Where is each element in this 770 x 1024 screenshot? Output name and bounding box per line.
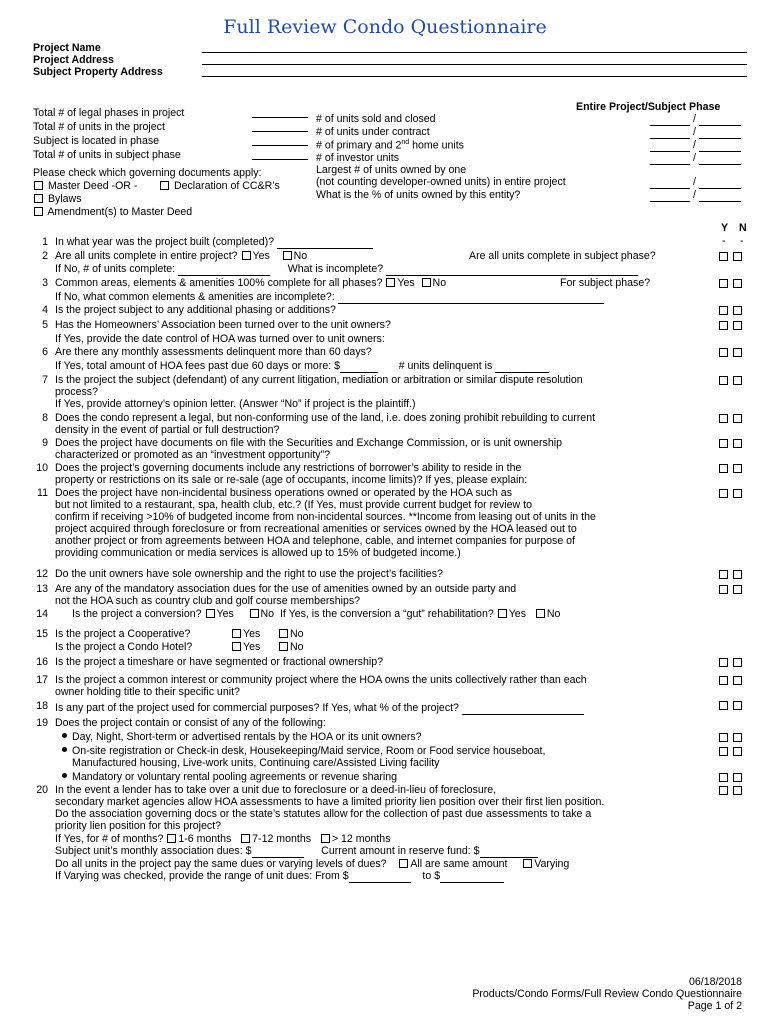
- footer-date: 06/18/2018: [688, 976, 742, 988]
- q20-months: If Yes, for # of months? 1-6 months 7-12 months > 12 months: [55, 833, 391, 845]
- project-address-label: Project Address: [33, 54, 114, 66]
- question-8-line-2: density in the event of partial or full destruction?: [55, 424, 280, 436]
- bullet-icon: [62, 733, 67, 738]
- question-number: 2: [42, 250, 48, 262]
- no-checkbox[interactable]: [733, 252, 742, 261]
- yes-checkbox[interactable]: [719, 279, 728, 288]
- bylaws-option[interactable]: [33, 193, 82, 206]
- question-1: In what year was the project built (completed)?: [55, 236, 373, 249]
- no-checkbox[interactable]: [733, 439, 742, 448]
- yes-checkbox[interactable]: [719, 306, 728, 315]
- no-checkbox[interactable]: [733, 306, 742, 315]
- yes-checkbox[interactable]: [719, 733, 728, 742]
- question-3: Common areas, elements & amenities 100% complete for all phases? Yes No: [55, 277, 447, 289]
- q3-yn[interactable]: [719, 278, 747, 291]
- q11-yn[interactable]: [719, 488, 747, 501]
- no-checkbox[interactable]: [279, 629, 288, 638]
- no-checkbox[interactable]: [733, 464, 742, 473]
- units-subject-phase-label: Total # of units in subject phase: [33, 149, 181, 161]
- q2-no-checkbox[interactable]: [283, 251, 292, 260]
- question-20-line-4: priority lien position for this project?: [55, 820, 222, 832]
- q18-yn[interactable]: [719, 700, 747, 713]
- q2-yes-checkbox[interactable]: [242, 251, 251, 260]
- q1-yes-na: -: [722, 235, 726, 247]
- question-7-line-3: If Yes, provide attorney’s opinion letter. (Answer “No” if project is the plaintiff.): [55, 398, 416, 410]
- master-deed-checkbox[interactable]: [34, 181, 43, 190]
- yes-checkbox[interactable]: [719, 348, 728, 357]
- yes-checkbox[interactable]: [232, 642, 241, 651]
- bylaws-checkbox[interactable]: [34, 194, 43, 203]
- not-counting-developer-label: (not counting developer-owned units) in entire project: [316, 176, 566, 188]
- q19-bullet-onsite-cont: Manufactured housing, Live-work units, Continuing care/Assisted Living facility: [72, 757, 440, 769]
- yes-checkbox[interactable]: [719, 701, 728, 710]
- months-over-12-checkbox[interactable]: [321, 834, 330, 843]
- varying-checkbox[interactable]: [523, 859, 532, 868]
- question-11-line-5: another project or from agreements between HOA and telephone, cable, and internet companies for purpose of: [55, 535, 575, 547]
- same-amount-checkbox[interactable]: [399, 859, 408, 868]
- yes-checkbox[interactable]: [719, 658, 728, 667]
- q19-onsite-yn[interactable]: [719, 746, 747, 759]
- yes-checkbox[interactable]: [719, 773, 728, 782]
- question-11-line-4: project acquired through foreclosure or from recreational amenities or services owned by the HOA leased out to: [55, 523, 577, 535]
- bullet-icon: [62, 747, 67, 752]
- q5-sub: If Yes, provide the date control of HOA was turned over to unit owners:: [55, 333, 385, 345]
- question-number: 8: [42, 412, 48, 424]
- q19-rentals-yn[interactable]: [719, 732, 747, 745]
- q14-yes-checkbox[interactable]: [206, 609, 215, 618]
- no-checkbox[interactable]: [733, 658, 742, 667]
- question-17-line-2: owner holding title to their specific unit?: [55, 686, 240, 698]
- question-number: 17: [36, 674, 48, 686]
- no-checkbox[interactable]: [733, 570, 742, 579]
- question-number: 5: [42, 319, 48, 331]
- no-checkbox[interactable]: [733, 786, 742, 795]
- question-11-line-3: confirm if receiving >10% of budgeted income from non-incidental sources. **Income from leasing out of units in the: [55, 511, 596, 523]
- range-from-field[interactable]: [349, 873, 411, 883]
- q14-no-checkbox[interactable]: [250, 609, 259, 618]
- months-7-12-checkbox[interactable]: [241, 834, 250, 843]
- yes-checkbox[interactable]: [719, 252, 728, 261]
- year-built-field[interactable]: [277, 239, 373, 249]
- largest-owner-label: Largest # of units owned by one: [316, 164, 467, 176]
- project-address-field[interactable]: [202, 64, 747, 65]
- question-20-line-3: Do the association governing docs or the state’s statutes allow for the collection of past due assessments to take a: [55, 808, 592, 820]
- what-incomplete-field[interactable]: [386, 266, 638, 276]
- largest-owner-fields[interactable]: /: [650, 176, 741, 189]
- question-7-line-1: Is the project the subject (defendant) of any current litigation, mediation or arbitration or similar dispute resolution: [55, 374, 583, 386]
- question-11-line-2: but not limited to a restaurant, spa, health club, etc.? (If Yes, must provide current budget for review to: [55, 499, 532, 511]
- yes-checkbox[interactable]: [719, 747, 728, 756]
- monthly-dues-field[interactable]: [252, 848, 304, 858]
- no-checkbox[interactable]: [733, 414, 742, 423]
- q16-yn[interactable]: [719, 657, 747, 670]
- page-title: Full Review Condo Questionnaire: [223, 16, 547, 38]
- legal-phases-field[interactable]: [252, 117, 308, 118]
- q2-subject-phase-question: Are all units complete in subject phase?: [469, 250, 656, 262]
- bullet-icon: [62, 773, 67, 778]
- q13-yn[interactable]: [719, 584, 747, 597]
- no-checkbox[interactable]: [733, 489, 742, 498]
- reserve-fund-field[interactable]: [480, 848, 538, 858]
- yes-checkbox[interactable]: [719, 414, 728, 423]
- commercial-percent-field[interactable]: [462, 705, 584, 715]
- question-number: 12: [36, 568, 48, 580]
- question-number: 20: [36, 784, 48, 796]
- months-1-6-checkbox[interactable]: [167, 834, 176, 843]
- question-13-line-2: not the HOA such as country club and golf course memberships?: [55, 595, 361, 607]
- units-delinquent-field[interactable]: [495, 363, 549, 373]
- q6-yn[interactable]: [719, 347, 747, 360]
- q14-gut-no-checkbox[interactable]: [536, 609, 545, 618]
- investor-units-label: # of investor units: [316, 152, 400, 164]
- no-checkbox[interactable]: [733, 279, 742, 288]
- yes-checkbox[interactable]: [719, 585, 728, 594]
- question-number: 3: [42, 277, 48, 289]
- q10-yn[interactable]: [719, 463, 747, 476]
- question-number: 13: [36, 583, 48, 595]
- incomplete-elements-field[interactable]: [338, 294, 604, 304]
- q2-sub: If No, # of units complete: What is incomplete?: [55, 263, 638, 276]
- q20-range: If Varying was checked, provide the range of unit dues: From $ to $: [55, 870, 504, 883]
- total-units-label: Total # of units in the project: [33, 121, 165, 133]
- question-20-line-1: In the event a lender has to take over a unit due to foreclosure or a deed-in-lieu of foreclosure,: [55, 784, 497, 796]
- primary-second-home-fields[interactable]: /: [650, 139, 741, 152]
- q20-dues: Subject unit’s monthly association dues: $ Current amount in reserve fund: $: [55, 845, 538, 858]
- question-16: Is the project a timeshare or have segmented or fractional ownership?: [55, 656, 383, 668]
- no-checkbox[interactable]: [733, 585, 742, 594]
- q7-yn[interactable]: [719, 375, 747, 388]
- question-15-cooperative: Is the project a Cooperative?: [55, 628, 191, 640]
- question-number: 6: [42, 346, 48, 358]
- question-13-line-1: Are any of the mandatory association dues for the use of amenities owned by an outside party and: [55, 583, 517, 595]
- q3-no-checkbox[interactable]: [422, 278, 431, 287]
- ccr-label: Declaration of CC&R’s: [173, 180, 280, 192]
- q9-yn[interactable]: [719, 438, 747, 451]
- no-checkbox[interactable]: [733, 773, 742, 782]
- no-checkbox[interactable]: [733, 676, 742, 685]
- question-10-line-2: property or restrictions on its sale or re-sale (age of occupants, income limits)? If yes, please explain:: [55, 474, 528, 486]
- question-number: 7: [42, 374, 48, 386]
- q5-yn[interactable]: [719, 320, 747, 333]
- question-number: 19: [36, 717, 48, 729]
- question-number: 1: [42, 236, 48, 248]
- ccr-option[interactable]: [159, 180, 280, 193]
- bylaws-label: Bylaws: [47, 193, 82, 205]
- ccr-checkbox[interactable]: [160, 181, 169, 190]
- question-4: Is the project subject to any additional phasing or additions?: [55, 304, 336, 316]
- question-number: 10: [36, 462, 48, 474]
- yes-checkbox[interactable]: [719, 489, 728, 498]
- question-8-line-1: Does the condo represent a legal, but non-conforming use of the land, i.e. does zoning prohibit rebuilding to current: [55, 412, 596, 424]
- no-checkbox[interactable]: [733, 348, 742, 357]
- no-checkbox[interactable]: [733, 701, 742, 710]
- q19-bullet-rentals: Day, Night, Short-term or advertised rentals by the HOA or its unit owners?: [62, 731, 422, 744]
- question-5: Has the Homeowners’ Association been turned over to the unit owners?: [55, 319, 391, 331]
- no-checkbox[interactable]: [733, 747, 742, 756]
- no-checkbox[interactable]: [279, 642, 288, 651]
- amendments-option[interactable]: [33, 206, 192, 219]
- question-9-line-1: Does the project have documents on file with the Securities and Exchange Commission, or is unit ownership: [55, 437, 562, 449]
- investor-units-fields[interactable]: /: [650, 152, 741, 165]
- q15-coop-options[interactable]: Yes No: [231, 628, 304, 641]
- question-number: 11: [37, 487, 48, 499]
- no-checkbox[interactable]: [733, 733, 742, 742]
- project-name-field[interactable]: [202, 52, 747, 53]
- units-subject-phase-field[interactable]: [252, 159, 308, 160]
- yes-checkbox[interactable]: [719, 464, 728, 473]
- question-number: 9: [42, 437, 48, 449]
- subject-phase-label: Subject is located in phase: [33, 135, 160, 147]
- units-sold-label: # of units sold and closed: [316, 113, 436, 125]
- yes-checkbox[interactable]: [232, 629, 241, 638]
- question-number: 15: [36, 628, 48, 640]
- q17-yn[interactable]: [719, 675, 747, 688]
- legal-phases-label: Total # of legal phases in project: [33, 107, 185, 119]
- question-11-line-1: Does the project have non-incidental business operations owned or operated by the HOA such as: [55, 487, 512, 499]
- question-18: Is any part of the project used for commercial purposes? If Yes, what % of the project?: [55, 702, 584, 715]
- yes-column-header: Y: [721, 222, 729, 234]
- question-12: Do the unit owners have sole ownership and the right to use the project’s facilities?: [55, 568, 443, 580]
- q3-sub: If No, what common elements & amenities are incomplete?:: [55, 291, 604, 304]
- percent-owned-label: What is the % of units owned by this entity?: [316, 189, 521, 201]
- units-complete-field[interactable]: [178, 266, 270, 276]
- yes-checkbox[interactable]: [719, 321, 728, 330]
- q19-bullet-onsite: On-site registration or Check-in desk, Housekeeping/Maid service, Room or Food service houseboat,: [62, 745, 545, 758]
- past-due-amount-field[interactable]: [340, 363, 378, 373]
- total-units-field[interactable]: [252, 131, 308, 132]
- yes-checkbox[interactable]: [719, 676, 728, 685]
- units-contract-label: # of units under contract: [316, 126, 430, 138]
- entire-project-heading: Entire Project/Subject Phase: [576, 101, 721, 113]
- project-name-label: Project Name: [33, 42, 101, 54]
- master-deed-label: Master Deed -OR -: [47, 180, 138, 192]
- no-checkbox[interactable]: [733, 376, 742, 385]
- q3-subject-phase-question: For subject phase?: [560, 277, 651, 289]
- footer-page: Page 1 of 2: [687, 1000, 742, 1012]
- question-19: Does the project contain or consist of any of the following:: [55, 717, 326, 729]
- primary-second-home-label: # of primary and 2nd home units: [316, 139, 464, 152]
- amendments-label: Amendment(s) to Master Deed: [47, 206, 193, 218]
- question-number: 14: [36, 608, 48, 620]
- footer-path: Products/Condo Forms/Full Review Condo Questionnaire: [472, 988, 742, 1000]
- no-checkbox[interactable]: [733, 321, 742, 330]
- question-17-line-1: Is the project a common interest or community project where the HOA owns the units collectively rather than each: [55, 674, 587, 686]
- amendments-checkbox[interactable]: [34, 207, 43, 216]
- subject-property-address-label: Subject Property Address: [33, 66, 163, 78]
- subject-property-address-field[interactable]: [202, 76, 747, 77]
- question-11-line-6: providing communication or media services is allowed up to 15% of budgeted income.): [55, 547, 461, 559]
- yes-checkbox[interactable]: [719, 786, 728, 795]
- question-14: Is the project a conversion? Yes No If Yes, is the conversion a “gut” rehabilitation? Yes No: [72, 608, 561, 620]
- question-15-condo-hotel: Is the project a Condo Hotel?: [55, 641, 193, 653]
- question-6: Are there any monthly assessments delinquent more than 60 days?: [55, 346, 372, 358]
- q15-hotel-options[interactable]: Yes No: [231, 641, 304, 654]
- question-number: 4: [42, 304, 48, 316]
- q19-bullet-pooling: Mandatory or voluntary rental pooling agreements or revenue sharing: [62, 771, 397, 784]
- q12-yn[interactable]: [719, 569, 747, 582]
- no-column-header: N: [739, 222, 747, 234]
- question-number: 16: [36, 656, 48, 668]
- question-20-line-2: secondary market agencies allow HOA assessments to have a limited priority lien position over their first lien position.: [55, 796, 605, 808]
- question-7-line-2: process?: [55, 386, 98, 398]
- subject-phase-field[interactable]: [252, 145, 308, 146]
- yes-checkbox[interactable]: [719, 439, 728, 448]
- q3-yes-checkbox[interactable]: [386, 278, 395, 287]
- yes-checkbox[interactable]: [719, 570, 728, 579]
- question-2: Are all units complete in entire project? Yes No: [55, 250, 308, 262]
- master-deed-option[interactable]: [33, 180, 137, 193]
- q14-gut-yes-checkbox[interactable]: [498, 609, 507, 618]
- question-10-line-1: Does the project’s governing documents include any restrictions of borrower’s ability to reside in the: [55, 462, 522, 474]
- question-9-line-2: characterized or promoted as an “investment opportunity”?: [55, 449, 330, 461]
- units-sold-fields[interactable]: /: [650, 113, 741, 126]
- q2-yn[interactable]: [719, 251, 747, 264]
- governing-docs-intro: Please check which governing documents apply:: [33, 167, 262, 179]
- units-contract-fields[interactable]: /: [650, 126, 741, 139]
- q19-pooling-yn[interactable]: [719, 772, 747, 785]
- q4-yn[interactable]: [719, 305, 747, 318]
- range-to-field[interactable]: [440, 873, 504, 883]
- q8-yn[interactable]: [719, 413, 747, 426]
- q6-sub: If Yes, total amount of HOA fees past due 60 days or more: $ # units delinquent is: [55, 360, 549, 373]
- percent-owned-fields[interactable]: /: [650, 189, 741, 202]
- q20-yn[interactable]: [719, 785, 747, 798]
- q20-same-dues: Do all units in the project pay the same dues or varying levels of dues? All are same amount Varying: [55, 858, 570, 870]
- yes-checkbox[interactable]: [719, 376, 728, 385]
- q1-no-na: -: [740, 235, 744, 247]
- question-number: 18: [36, 700, 48, 712]
